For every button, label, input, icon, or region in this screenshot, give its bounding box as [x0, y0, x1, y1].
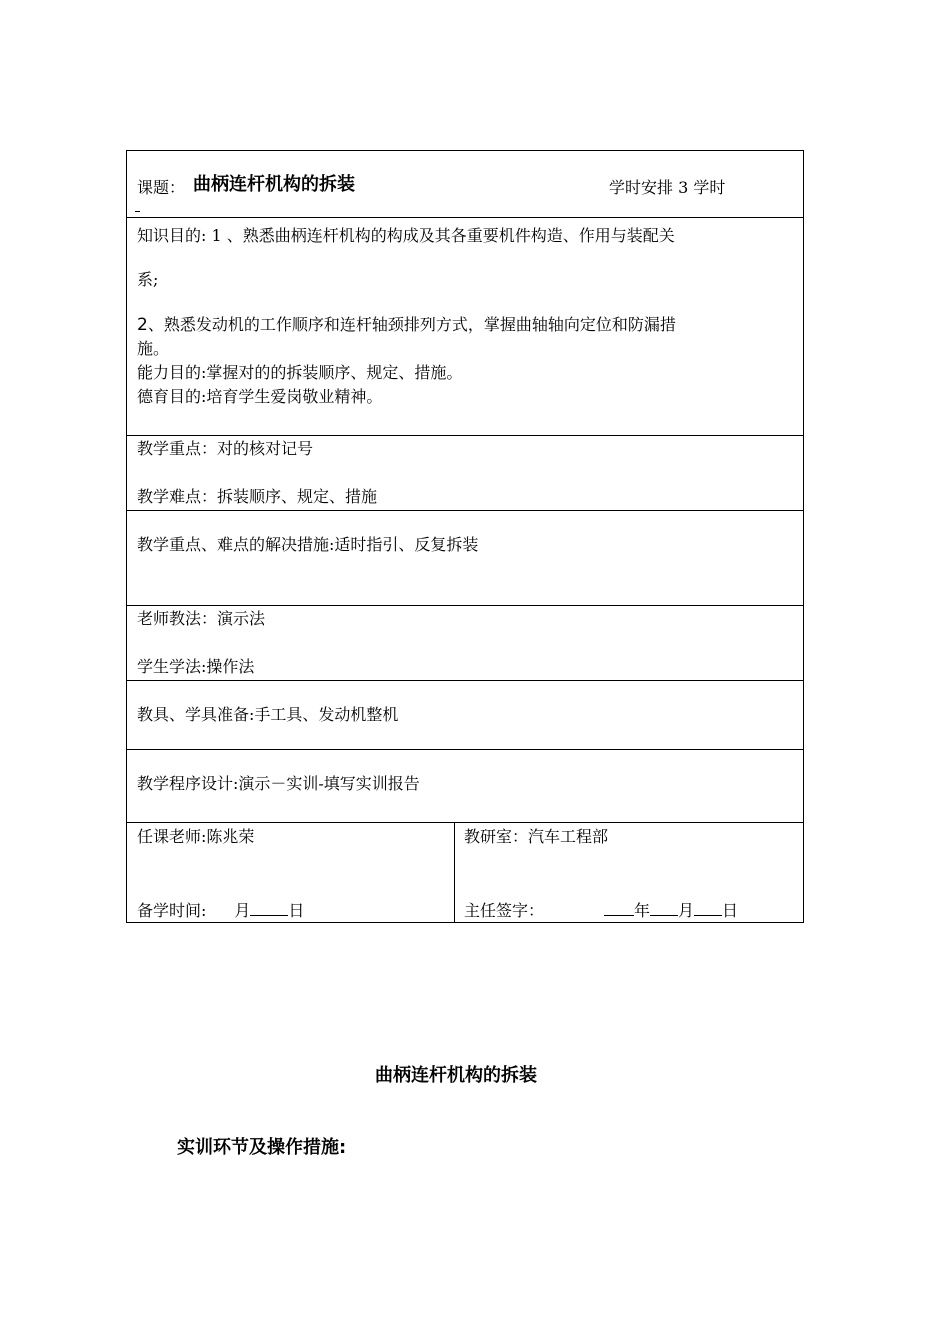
ability-objective: 能力目的:掌握对的的拆装顺序、规定、措施。 [137, 363, 463, 382]
director-label: 主任签字： [464, 901, 545, 920]
dir-year: 年 [634, 901, 651, 920]
department: 教研室：汽车工程部 [464, 827, 609, 846]
objectives-row [127, 218, 803, 436]
procedure-row [127, 750, 803, 823]
difficulty: 教学难点：拆装顺序、规定、措施 [137, 487, 378, 506]
tools-row [127, 681, 803, 750]
signature-divider [454, 823, 455, 923]
prep-day: 日 [288, 901, 305, 920]
teacher-name: 任课老师:陈兆荣 [137, 827, 255, 846]
hours-label: 学时安排 3 学时 [609, 178, 726, 197]
moral-objective: 德育目的:培育学生爱岗敬业精神。 [137, 387, 383, 406]
section-title: 曲柄连杆机构的拆装 [375, 1065, 537, 1086]
dir-year-blank [604, 901, 634, 916]
knowledge-line-3-text: 、熟悉发动机的工作顺序和连杆轴颈排列方式，掌握曲轴轴向定位和防漏措 [147, 315, 676, 334]
prep-day-blank [250, 901, 288, 916]
teacher-method: 老师教法：演示法 [137, 609, 266, 628]
knowledge-line-4: 施。 [137, 339, 170, 358]
dir-day: 日 [722, 901, 739, 920]
knowledge-number: 2 [137, 315, 148, 335]
knowledge-line-3 [137, 315, 676, 335]
prep-time-label: 备学时间: [137, 901, 207, 920]
procedure-text: 教学程序设计:演示－实训-填写实训报告 [137, 774, 420, 793]
dir-month: 月 [678, 901, 695, 920]
solution-row [127, 511, 803, 606]
key-points-row [127, 436, 803, 511]
key-point: 教学重点：对的核对记号 [137, 439, 314, 458]
dir-month-blank [650, 901, 678, 916]
dir-day-blank [694, 901, 722, 916]
methods-row [127, 606, 803, 681]
prep-time [137, 901, 304, 921]
section-subtitle: 实训环节及操作措施: [177, 1137, 347, 1158]
title-label: 课题： [137, 178, 186, 197]
knowledge-line-2: 系; [137, 270, 159, 289]
course-title: 曲柄连杆机构的拆装 [193, 174, 355, 195]
student-method: 学生学法:操作法 [137, 657, 255, 676]
lesson-plan-table [126, 150, 804, 923]
knowledge-line-1: 知识目的: 1 、熟悉曲柄连杆机构的构成及其各重要机件构造、作用与装配关 [137, 226, 675, 245]
stray-mark [135, 211, 140, 212]
director-signature [464, 901, 738, 921]
prep-month: 月 [234, 901, 251, 920]
title-row [127, 151, 803, 218]
tools-text: 教具、学具准备:手工具、发动机整机 [137, 705, 399, 724]
solution-text: 教学重点、难点的解决措施:适时指引、反复拆装 [137, 535, 479, 554]
